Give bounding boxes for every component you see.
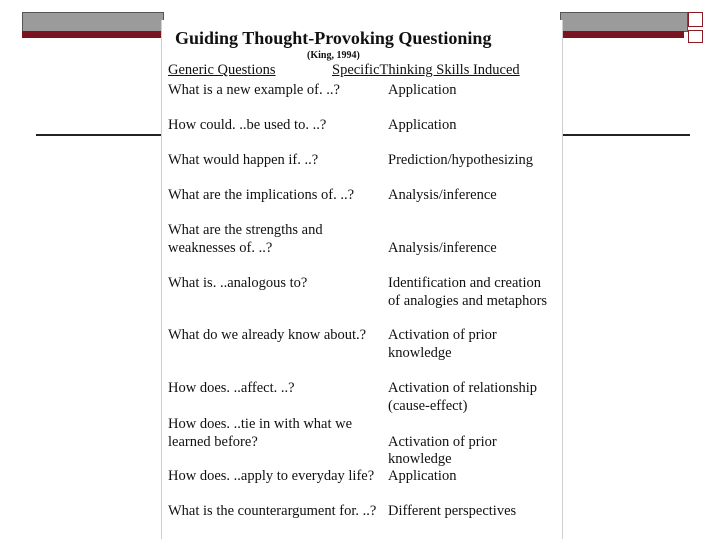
document-citation: (King, 1994) — [307, 50, 360, 61]
skill-text: Analysis/inference — [388, 239, 497, 256]
document-title: Guiding Thought-Provoking Questioning — [175, 28, 492, 48]
question-text: How could. ..be used to. ..? — [168, 117, 327, 133]
skill-text: Application — [388, 468, 457, 484]
question-text: How does. ..apply to everyday life? — [168, 468, 375, 484]
question-text: What is a new example of. ..? — [168, 82, 340, 98]
skill-text: Activation of prior knowledge — [388, 433, 497, 467]
skill-text: Application — [388, 117, 457, 133]
question-text: What are the implications of. ..? — [168, 187, 355, 203]
skill-text: Application — [388, 82, 457, 98]
question-text: What are the strengths and weaknesses of. ..? — [168, 222, 323, 256]
skill-text: Activation of relationship (cause-effect) — [388, 380, 537, 414]
column-header-generic-questions: Generic Questions — [168, 62, 276, 78]
skill-text: Analysis/inference — [388, 187, 497, 203]
question-text: How does. ..affect. ..? — [168, 380, 295, 396]
question-text: How does. ..tie in with what we learned before? — [168, 416, 353, 450]
skill-text: Prediction/hypothesizing — [388, 152, 533, 168]
question-text: What is the counterargument for. ..? — [168, 503, 377, 519]
question-text: What would happen if. ..? — [168, 152, 319, 168]
skill-text: Different perspectives — [388, 503, 517, 519]
skill-text: Identification and creation of analogies and metaphors — [388, 275, 548, 309]
slide-corner-square-top — [688, 12, 703, 27]
question-text: What do we already know about.? — [168, 327, 367, 343]
slide-corner-square-bottom — [688, 30, 703, 43]
column-header-thinking-skills: SpecificThinking Skills Induced — [332, 62, 520, 78]
slide-top-band-right — [560, 12, 688, 32]
skill-text: Activation of prior knowledge — [388, 327, 497, 361]
question-text: What is. ..analogous to? — [168, 275, 308, 291]
slide-top-band-left — [22, 12, 164, 32]
scanned-document — [161, 20, 563, 539]
